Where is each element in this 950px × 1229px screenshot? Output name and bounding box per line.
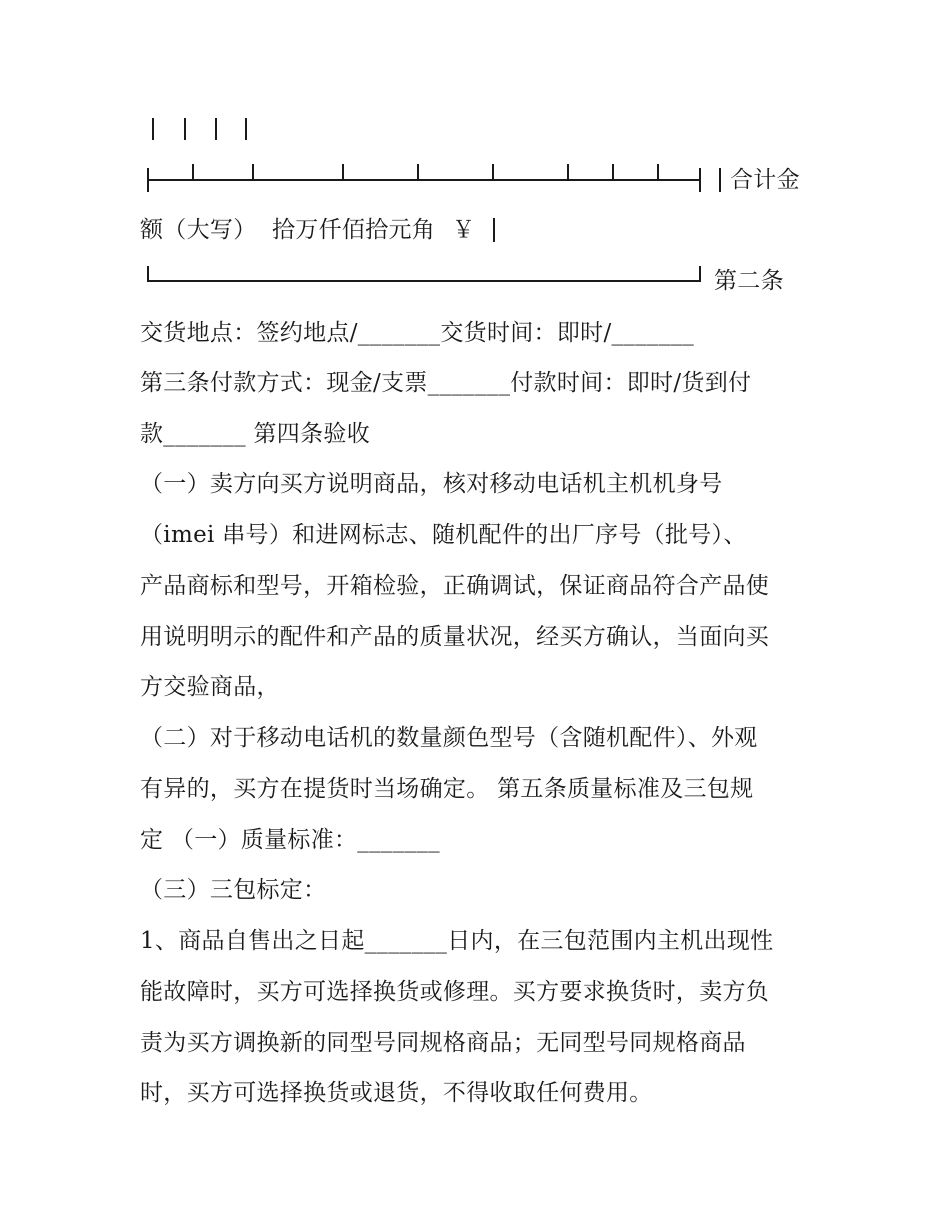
table-border-tick [699, 168, 701, 192]
text-line: 有异的，买方在提货时当场确定。 第五条质量标准及三包规 [140, 776, 754, 802]
text-line: 能故障时，买方可选择换货或修理。买方要求换货时，卖方负 [140, 979, 770, 1005]
table-border-tick [252, 164, 254, 180]
text-line: 责为买方调换新的同型号同规格商品；无同型号同规格商品 [140, 1030, 746, 1056]
text-line: 款_______ 第四条验收 [140, 421, 371, 447]
table-border-tick [342, 164, 344, 180]
text-line: 第三条付款方式：现金/支票_______付款时间：即时/货到付 [140, 370, 752, 396]
total-amount-label: 合计金 [730, 167, 800, 193]
table-border-tick [215, 118, 217, 140]
table-border-tick [147, 266, 149, 282]
table-border-tick [492, 164, 494, 180]
table-border-tick [493, 218, 495, 242]
table-border-tick [184, 118, 186, 140]
text-line: （三）三包标定： [140, 877, 327, 903]
table-border-tick [192, 164, 194, 180]
text-line: 时，买方可选择换货或退货，不得收取任何费用。 [140, 1080, 653, 1106]
text-line: 交货地点：签约地点/_______交货时间：即时/_______ [140, 320, 695, 346]
text-line: （二）对于移动电话机的数量颜色型号（含随机配件）、外观 [140, 725, 758, 751]
text-line: 1、商品自售出之日起_______日内，在三包范围内主机出现性 [140, 928, 774, 954]
text-line: （imei 串号）和进网标志、随机配件的出厂序号（批号）、 [140, 522, 747, 548]
text-line: （一）卖方向买方说明商品，核对移动电话机主机机身号 [140, 471, 723, 497]
text-line: 用说明明示的配件和产品的质量状况，经买方确认，当面向买 [140, 624, 770, 650]
table-border-tick [417, 164, 419, 180]
table-border-tick [147, 168, 149, 192]
text-line: 定 （一）质量标准：_______ [140, 827, 440, 853]
text-line: 方交验商品， [140, 674, 280, 700]
table-border-tick [567, 164, 569, 180]
article-two-heading: 第二条 [714, 268, 784, 294]
amount-caption: 额（大写） [140, 217, 257, 243]
table-border-line [148, 179, 700, 181]
table-bottom-border [148, 280, 700, 282]
text-line: 产品商标和型号，开箱检验，正确调试，保证商品符合产品使 [140, 573, 770, 599]
currency-symbol: ￥ [452, 217, 476, 243]
table-border-tick [699, 266, 701, 282]
table-border-tick [152, 118, 154, 140]
amount-units: 拾万仟佰拾元角 [272, 217, 436, 243]
table-border-tick [657, 164, 659, 180]
table-border-tick [612, 164, 614, 180]
table-border-tick [245, 118, 247, 140]
table-border-tick [719, 168, 721, 192]
